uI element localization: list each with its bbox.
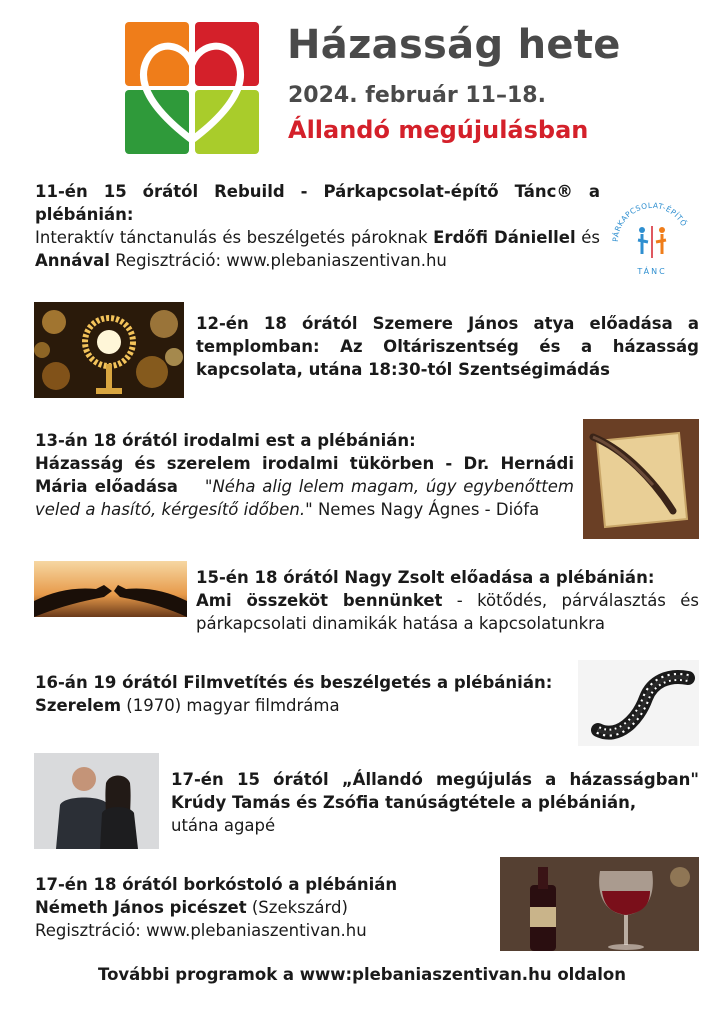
event-12-heading: 12-én 18 órától Szemere János atya előadása a templomban: Az Oltáriszentség és a házasság kapcsolata, utána 18:30-tól Szentségimádás [196,314,699,379]
event-17-testimony-body: utána agapé [171,816,276,835]
wine-glass-photo [500,857,699,951]
event-15-title: Ami összeköt bennünket [196,591,443,610]
event-17-wine-registration: Regisztráció: www.plebaniaszentivan.hu [35,921,367,940]
event-11-host-1: Erdőfi Dániellel [433,228,576,247]
event-11-registration: Regisztráció: www.plebaniaszentivan.hu [109,251,447,270]
quill-and-paper-photo [583,419,699,539]
film-strip-photo [578,660,699,746]
event-17-winery-location: (Szekszárd) [246,898,348,917]
event-13-heading: 13-án 18 órától irodalmi est a plébánián: [35,431,416,450]
event-11-body-2: és [575,228,600,247]
event-13 [35,429,574,521]
event-17-winery: Németh János picészet [35,898,247,917]
event-11-body-1: Interaktív tánctanulás és beszélgetés pároknak [35,228,434,247]
event-17-wine-heading: 17-én 18 órától borkóstoló a plébánián [35,875,398,894]
tanc-logo-arc-text: PÁRKAPCSOLAT-ÉPÍTŐ [610,200,689,243]
monstrance-photo [34,302,184,398]
event-11-heading: 11-én 15 órától Rebuild - Párkapcsolat-építő Tánc® a plébánián: [35,182,600,224]
event-17-testimony [171,768,699,837]
event-17-testimony-heading: 17-én 15 órától „Állandó megújulás a házasságban" Krúdy Tamás és Zsófia tanúságtétele a plébánián, [171,770,699,812]
event-11 [35,180,600,272]
event-16-heading: 16-án 19 órától Filmvetítés és beszélgetés a plébánián: [35,673,553,692]
event-11-host-2: Annával [35,251,110,270]
event-motto: Állandó megújulásban [288,116,589,144]
event-15-body: - kötődés, párválasztás és párkapcsolati dinamikák hatása a kapcsolatunkra [196,591,699,633]
event-16-film-title: Szerelem [35,696,122,715]
event-16-film-info: (1970) magyar filmdráma [121,696,340,715]
page-title: Házasság hete [287,22,621,68]
svg-text:PÁRKAPCSOLAT-ÉPÍTŐ [611,201,689,242]
event-12 [196,312,699,381]
event-date-range: 2024. február 11–18. [288,83,546,108]
hazassag-hete-logo [125,22,259,154]
event-13-lecture: Házasság és szerelem irodalmi tükörben - Dr. Hernádi Mária előadása [35,454,574,496]
event-16 [35,671,575,717]
footer-more-programs: További programok a www:plebaniaszentivan.hu oldalon [98,965,626,984]
parkapcsolat-epito-tanc-logo [608,196,696,280]
event-15 [196,566,699,635]
event-13-author: Nemes Nagy Ágnes - Diófa [312,500,540,519]
event-15-heading: 15-én 18 órától Nagy Zsolt előadása a plébánián: [196,568,655,587]
event-13-quote: "Néha alig lelem magam, úgy egybenőttem veled a hasító, kérgesítő időben." [35,477,574,519]
couple-photo [34,753,159,849]
puzzle-hands-photo [34,561,187,617]
event-17-wine [35,873,493,942]
tanc-logo-sub-text: TÁNC [637,267,667,276]
